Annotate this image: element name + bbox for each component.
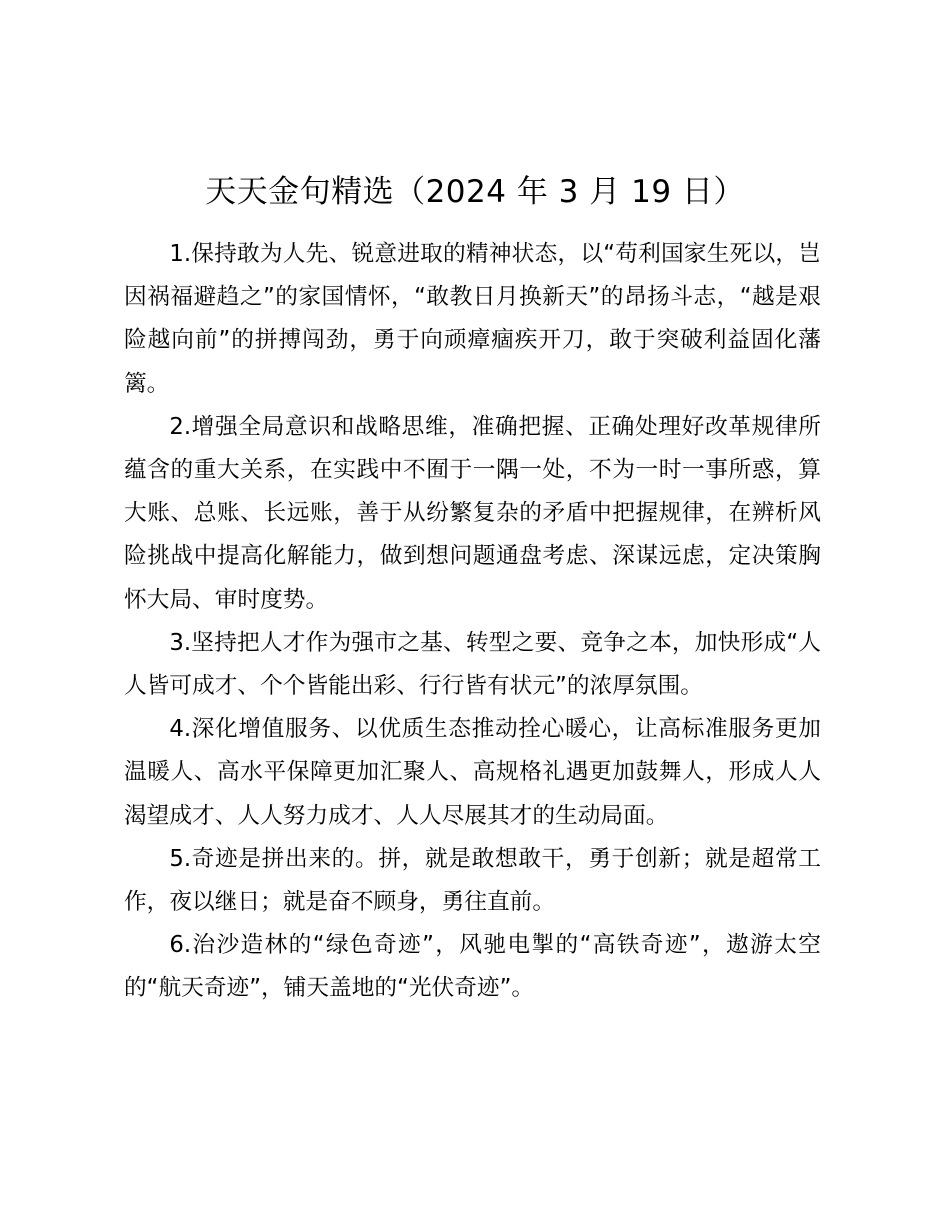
page-title: 天天金句精选（2024 年 3 月 19 日）: [205, 174, 745, 210]
paragraph-2: 2.增强全局意识和战略思维，准确把握、正确处理好改革规律所蕴含的重大关系，在实践中不囿于一隅一处，不为一时一事所惑，算大账、总账、长远账，善于从纷繁复杂的矛盾中把握规律，在辨析风险挑战中提高化解能力，做到想问题通盘考虑、深谋远虑，定决策胸怀大局、审时度势。: [124, 413, 821, 613]
paragraph-3: 3.坚持把人才作为强市之基、转型之要、竞争之本，加快形成“人人皆可成才、个个皆能出彩、行行皆有状元”的浓厚氛围。: [124, 629, 821, 700]
paragraph-5: 5.奇迹是拼出来的。拼，就是敢想敢干，勇于创新；就是超常工作，夜以继日；就是奋不顾身，勇往直前。: [124, 845, 821, 916]
paragraph-1: 1.保持敢为人先、锐意进取的精神状态，以“苟利国家生死以，岂因祸福避趋之”的家国情怀，“敢教日月换新天”的昂扬斗志，“越是艰险越向前”的拼搏闯劲，勇于向顽瘴痼疾开刀，敢于突破利益固化藩篱。: [124, 241, 821, 397]
document-body: [124, 233, 821, 1011]
paragraph-6: 6.治沙造林的“绿色奇迹”，风驰电掣的“高铁奇迹”，遨游太空的“航天奇迹”，铺天盖地的“光伏奇迹”。: [124, 932, 821, 1002]
paragraph-4: 4.深化增值服务、以优质生态推动拴心暖心，让高标准服务更加温暖人、高水平保障更加汇聚人、高规格礼遇更加鼓舞人，形成人人渴望成才、人人努力成才、人人尽展其才的生动局面。: [124, 716, 821, 829]
